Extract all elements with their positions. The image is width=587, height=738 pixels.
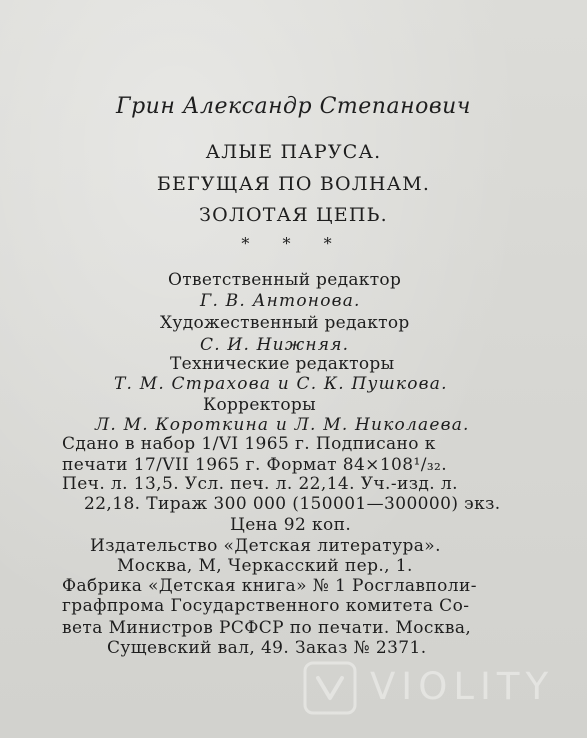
book-title-3: ЗОЛОТАЯ ЦЕПЬ. xyxy=(199,204,388,226)
publisher-address-line: Москва, М, Черкасский пер., 1. xyxy=(117,556,413,576)
watermark-text: VIOLITY xyxy=(370,665,555,708)
tech-editors-role: Технические редакторы xyxy=(170,354,395,374)
violity-watermark xyxy=(302,660,587,722)
proofreaders-names: Л. М. Короткина и Л. М. Николаева. xyxy=(95,415,470,435)
tech-editors-names: Т. М. Страхова и С. К. Пушкова. xyxy=(114,374,448,394)
imprint-line: Сдано в набор 1/VI 1965 г. Подписано к xyxy=(62,434,436,454)
printer-line: графпрома Государственного комитета Со- xyxy=(62,596,470,616)
proofreaders-role: Корректоры xyxy=(203,395,316,415)
book-title-1: АЛЫЕ ПАРУСА. xyxy=(205,141,382,163)
book-title-2: БЕГУЩАЯ ПО ВОЛНАМ. xyxy=(156,173,431,195)
responsible-editor-name: Г. В. Антонова. xyxy=(200,291,361,311)
violity-logo-icon xyxy=(302,660,358,716)
printer-address-line: Сущевский вал, 49. Заказ № 2371. xyxy=(107,638,427,658)
publisher-line: Издательство «Детская литература». xyxy=(90,536,441,556)
author-name: Грин Александр Степанович xyxy=(116,94,471,119)
printer-line: Фабрика «Детская книга» № 1 Росглавполи- xyxy=(62,576,477,596)
art-editor-role: Художественный редактор xyxy=(160,313,410,333)
art-editor-name: С. И. Нижняя. xyxy=(200,335,350,355)
imprint-line: 22,18. Тираж 300 000 (150001—300000) экз. xyxy=(84,494,501,514)
printer-line: вета Министров РСФСР по печати. Москва, xyxy=(62,618,472,638)
responsible-editor-role: Ответственный редактор xyxy=(168,270,402,290)
imprint-line: Печ. л. 13,5. Усл. печ. л. 22,14. Уч.-изд. л. xyxy=(62,474,458,494)
price-line: Цена 92 коп. xyxy=(230,515,352,535)
section-separator: * * * xyxy=(241,234,346,253)
imprint-line: печати 17/VII 1965 г. Формат 84×108¹/₃₂. xyxy=(62,455,448,475)
